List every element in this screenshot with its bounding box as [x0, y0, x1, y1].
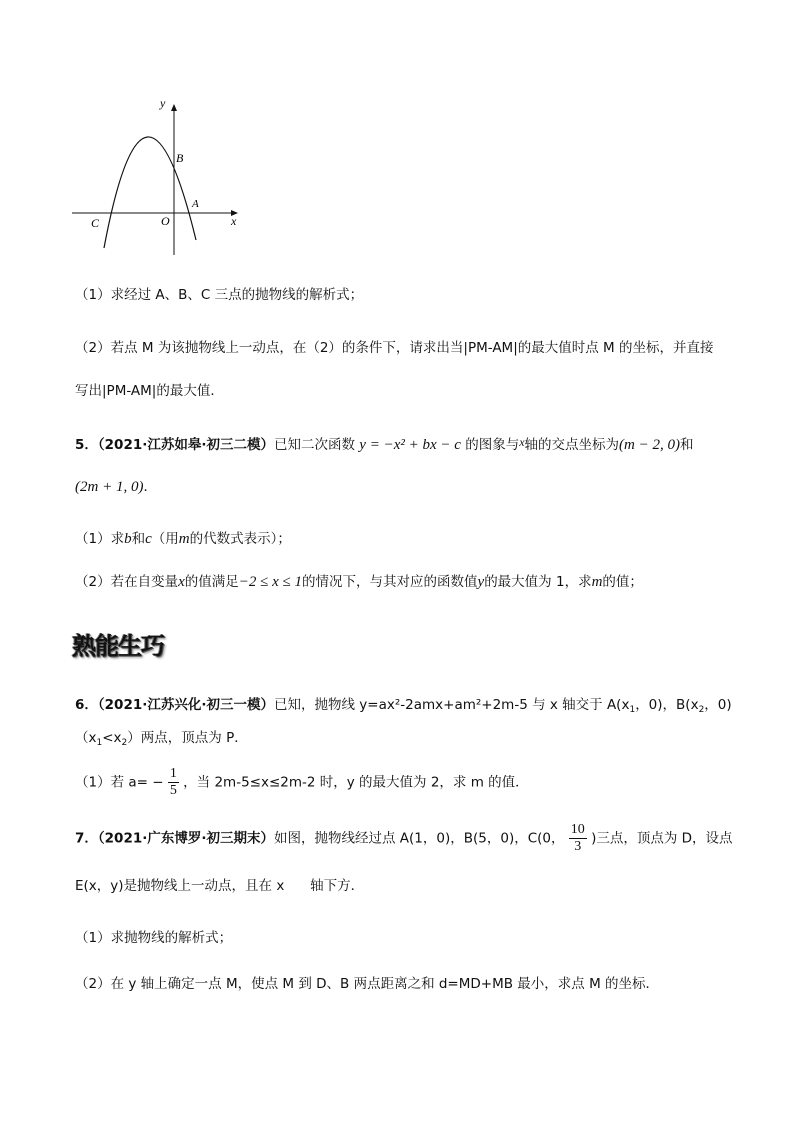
point-c-label: C: [91, 216, 100, 230]
q4-part1: （1）求经过 A、B、C 三点的抛物线的解析式；: [75, 287, 364, 303]
section-title: 熟能生巧: [72, 632, 164, 660]
q6-frac-den: 5: [169, 783, 177, 798]
y-axis-label: y: [160, 96, 166, 110]
q6-line2-c: ）两点，顶点为 P．: [127, 730, 248, 746]
q7-stem-b: )三点，顶点为 D，设点: [591, 830, 733, 847]
q7-source: （2021·广东博罗·初三期末）: [97, 830, 274, 847]
q6-sub1: 1: [629, 705, 636, 715]
q5-var-c: c: [145, 531, 152, 547]
q5-part2-a: （2）若在自变量: [75, 574, 179, 590]
origin-label: O: [161, 214, 170, 228]
q5-part1: [75, 527, 291, 548]
parabola-figure: [66, 95, 256, 265]
q5-number: 5．: [75, 437, 98, 453]
q5-point1: (m − 2, 0): [619, 437, 680, 453]
q5-var-x2: x: [178, 574, 185, 590]
q5-formula: y = −x² + bx − c: [359, 437, 461, 453]
q7-number: 7．: [75, 830, 98, 847]
q5-stem-b: 的图象与: [465, 437, 520, 453]
q5-source: （2021·江苏如皋·初三二模）: [97, 437, 274, 453]
q7-frac-den: 3: [574, 839, 582, 854]
q7-fraction: [569, 822, 587, 855]
q5-part2: [75, 570, 643, 591]
q7-stem-a: 如图，抛物线经过点 A(1，0)，B(5，0)，C(0，: [274, 830, 565, 847]
q5-part2-e: 的值；: [602, 574, 643, 590]
q6-number: 6．: [75, 697, 98, 713]
y-axis-arrow: [171, 104, 177, 111]
q5-var-m2: m: [591, 574, 603, 590]
q6-stem-a: 已知，抛物线 y=ax²-2amx+am²+2m-5 与 x 轴交于 A(x: [274, 697, 630, 713]
q4-part2-line2: 写出|PM-AM|的最大值．: [75, 383, 224, 399]
q5-stem-a: 已知二次函数: [274, 437, 355, 453]
q6-fraction: [168, 766, 179, 799]
q6-line2-sub1: 1: [96, 738, 103, 748]
q6-part1-b: ，当 2m-5≤x≤2m-2 时，y 的最大值为 2，求 m 的值．: [183, 774, 529, 791]
q5-stem-line2: [75, 475, 157, 496]
q5-stem-end: ．: [143, 479, 157, 495]
point-b-label: B: [176, 151, 184, 165]
q5-part1-a: （1）求: [75, 531, 125, 547]
q6-part1-a: （1）若 a= −: [75, 774, 164, 791]
q5-part2-b: 的值满足: [184, 574, 239, 590]
q7-part1: （1）求抛物线的解析式；: [75, 930, 233, 946]
q5-var-x: x: [519, 435, 525, 449]
q5-part2-c: 的情况下，与其对应的函数值: [302, 574, 478, 590]
q6-frac-num: 1: [169, 766, 177, 781]
q5-point2: (2m + 1, 0): [75, 479, 144, 495]
q7-stem-line2: E(x，y)是抛物线上一动点，且在 x 轴下方．: [75, 878, 365, 894]
q5-var-y: y: [477, 574, 485, 590]
q7-frac-num: 10: [570, 822, 585, 837]
q5-part1-d: 的代数式表示）；: [189, 531, 291, 547]
q5-var-b: b: [124, 531, 132, 547]
q6-line2-sub2: 2: [121, 738, 128, 748]
q6-stem-line1: [75, 693, 732, 715]
q5-stem-line1: [75, 433, 694, 454]
q5-part1-c: （用: [151, 531, 179, 547]
q5-var-m: m: [178, 531, 190, 547]
x-axis-label: x: [231, 214, 237, 228]
q7-part2: （2）在 y 轴上确定一点 M，使点 M 到 D、B 两点距离之和 d=MD+MB 最小，求点 M 的坐标．: [75, 976, 660, 992]
q4-part2-line1: （2）若点 M 为该抛物线上一动点，在（2）的条件下，请求出当|PM-AM|的最大值时点 M 的坐标，并直接: [75, 340, 714, 356]
q6-stem-c: ，0): [704, 697, 732, 713]
q6-stem-b: ，0)，B(x: [635, 697, 699, 713]
q5-stem-d: 和: [680, 437, 694, 453]
q6-line2-a: （x: [75, 730, 97, 746]
q6-stem-line2: [75, 726, 248, 748]
q6-line2-b: <x: [102, 730, 122, 746]
q5-stem-c: 轴的交点坐标为: [524, 437, 620, 453]
q6-part1: [75, 766, 529, 799]
q5-part1-b: 和: [131, 531, 146, 547]
q5-part2-d: 的最大值为 1，求: [484, 574, 592, 590]
q5-range: −2 ≤ x ≤ 1: [238, 574, 303, 590]
q7-stem-line1: [75, 822, 733, 855]
q6-source: （2021·江苏兴化·初三一模）: [97, 697, 274, 713]
q6-sub2: 2: [698, 705, 705, 715]
point-a-label: A: [192, 198, 199, 210]
